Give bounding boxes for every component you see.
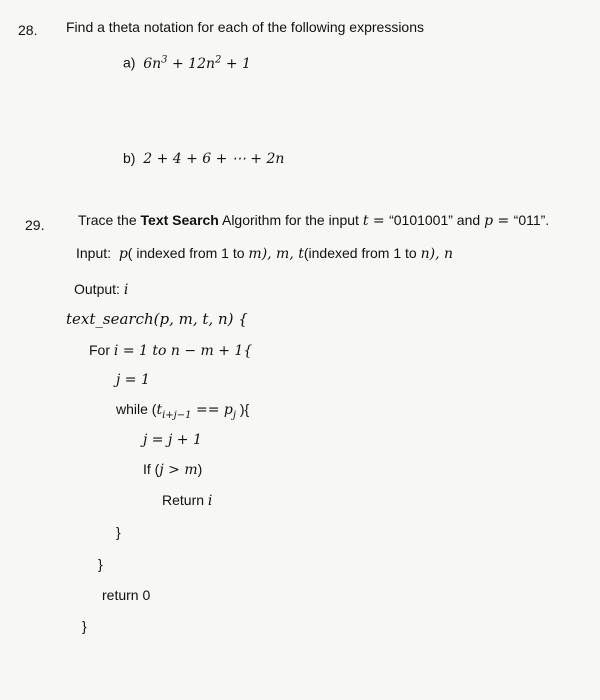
close-for-brace: } [98,556,103,572]
input-label: Input: [76,245,112,261]
q28-number: 28. [18,22,38,38]
close-while-brace: } [116,524,121,540]
return-i-line: Return i [162,492,213,509]
close-function-brace: } [82,618,87,634]
j-init-line: j = 1 [116,372,150,388]
for-line: For i = 1 to n − m + 1{ [89,342,253,359]
output-label: Output: [74,281,124,297]
part-b-label: b) [123,150,136,166]
while-line: while ($t_{i+j-1} == p_j$ ){ [116,401,250,421]
part-a-expression: $6n^3 + 12n^2 + 1$ [143,54,251,72]
if-line: If (j > m) [143,461,203,478]
part-b-expression: 2 + 4 + 6 + ⋯ + 2n [143,151,285,167]
j-increment-line: j = j + 1 [143,432,202,448]
q28-part-a [123,54,251,72]
q28-prompt: Find a theta notation for each of the following expressions [66,19,424,35]
q29-intro: Trace the Text Search Algorithm for the input t = “0101001” and p = “011”. [78,212,550,229]
algorithm-name: Text Search [140,212,219,228]
part-a-label: a) [123,54,136,71]
output-line: Output: i [74,281,129,298]
function-signature: text_search(p, m, t, n) { [66,310,248,328]
q28-part-b [123,150,284,167]
q29-number: 29. [25,217,45,233]
input-line: Input: p( indexed from 1 to m), m, t(indexed from 1 to n), n [76,245,454,262]
return-zero-line: return 0 [102,587,151,603]
